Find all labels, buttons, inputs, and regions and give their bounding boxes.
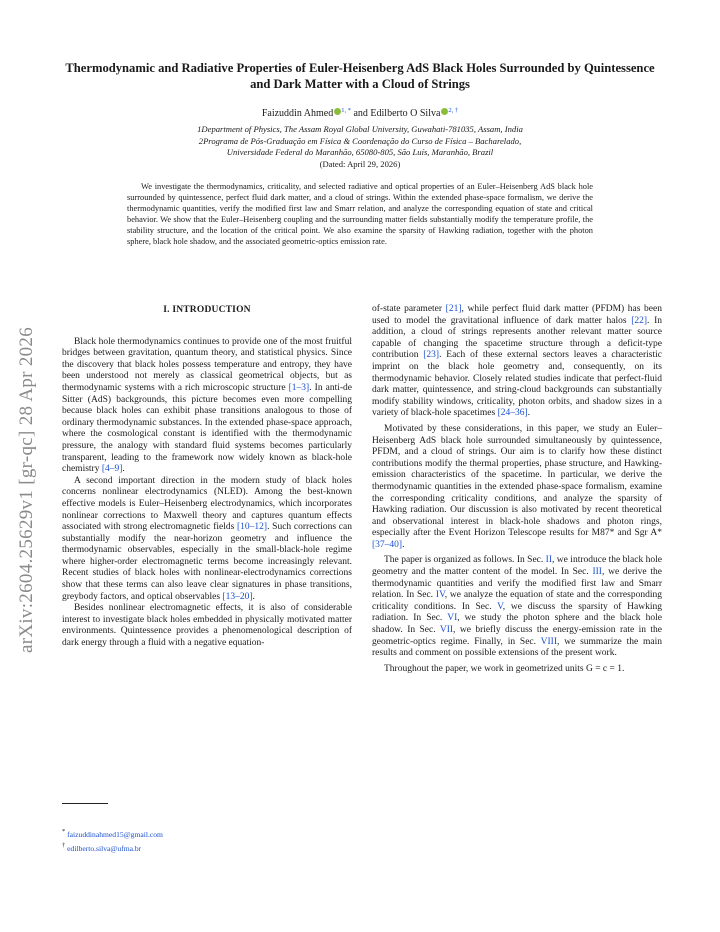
- affiliation-2-line2: Universidade Federal do Maranhão, 65080-805, São Luís, Maranhão, Brazil: [226, 147, 494, 157]
- section-link[interactable]: V: [497, 601, 503, 612]
- arxiv-id[interactable]: arXiv:2604.25629v1 [gr-qc] 28 Apr 2026: [16, 326, 37, 654]
- paragraph: Motivated by these considerations, in this paper, we study an Euler–Heisenberg AdS black hole surrounded simultaneously by quintessence, PFDM, and a cloud of strings. Our aim is to clarify how these distinct contributions modify the thermal properties, phase structure, and Hawking-emission characteristics of the spacetime. In particular, we derive the thermodynamic quantities in the extended phase-space formalism, examine the corresponding criticality conditions, and analyze the sparsity of Hawking radiation. Our discussion is also motivated by recent theoretical and observational interest in black-hole shadows and photon rings, especially after the Event Horizon Telescope results for M87* and Sgr A* [37–40].: [372, 423, 662, 550]
- section-heading: I. INTRODUCTION: [163, 305, 251, 315]
- section-link[interactable]: VII: [439, 625, 454, 636]
- section-link[interactable]: II: [545, 555, 552, 566]
- author-sup-link[interactable]: 2, †: [448, 107, 459, 114]
- abstract: We investigate the thermodynamics, criticality, and selected radiative and optical properties of an Euler–Heisenberg AdS black hole surrounded by quintessence, perfect fluid dark matter, and a cloud of strings. Within the extended phase-space formalism, we derive the thermodynamic quantities, verify the modified first law and Smarr relation, and analyze the corresponding equation of state and critical behavior. We show that the Euler–Heisenberg coupling and the surrounding matter fields substantially modify the temperature profile, the stability structure, and the location of the critical point. We also examine the sparsity of Hawking radiation, together with the photon sphere, black hole shadow, and the associated geometric-optics emission rate.: [127, 182, 593, 246]
- section-link[interactable]: III: [592, 567, 602, 578]
- paragraph: The paper is organized as follows. In Sec. II, we introduce the black hole geometry and the matter content of the model. In Sec. III, we derive the thermodynamic quantities and verify the modified first law and Smarr relation. In Sec. IV, we analyze the equation of state and the corresponding criticality conditions. In Sec. V, we discuss the sparsity of Hawking radiation. In Sec. VI, we study the photon sphere and the black hole shadow. In Sec. VII, we briefly discuss the energy-emission rate in the geometric-optics regime. Finally, in Sec. VIII, we summarize the main results and comment on possible extensions of the present work.: [372, 555, 663, 659]
- section-link[interactable]: VI: [447, 613, 458, 624]
- paragraph: Black hole thermodynamics continues to provide one of the most fruitful bridges between gravitation, quantum theory, and statistical physics. Since the discovery that black holes possess temperature and entropy, they have been understood not merely as classical geometrical objects, but as thermodynamic systems with a rich microscopic structure [1–3]. In anti-de Sitter (AdS) backgrounds, this picture becomes even more compelling because black holes can exhibit phase transitions analogous to those of ordinary thermodynamic substances. In the extended phase-space approach, where the cosmological constant is identified with the thermodynamic pressure, the analogy with standard fluid systems becomes particularly transparent, leading to the framework now widely known as black-hole chemistry [4–9].: [62, 336, 352, 475]
- footnote-1: * faizuddinahmed15@gmail.com: [62, 828, 163, 839]
- section-link[interactable]: IV: [435, 590, 445, 601]
- author-name: Faizuddin Ahmed: [261, 108, 334, 119]
- author-and: and: [353, 108, 368, 119]
- citation-link[interactable]: [10–12]: [237, 522, 268, 533]
- affiliations: [60, 124, 660, 170]
- citation-link[interactable]: [13–20]: [222, 591, 253, 602]
- citation-link[interactable]: [22]: [631, 315, 648, 326]
- affiliation-2-line1: 2Programa de Pós-Graduação em Física & Coordenação do Curso de Física – Bacharelado,: [198, 135, 522, 146]
- author-name: Edilberto O Silva: [370, 108, 441, 119]
- paragraph: of-state parameter [21], while perfect fluid dark matter (PFDM) has been used to model the gravitational influence of dark matter halos [22]. In addition, a cloud of strings represents another relevant matter source capable of changing the spacetime structure through a deficit-type contribution [23]. Each of these external sectors leaves a characteristic imprint on the black hole geometry and, consequently, on its thermodynamic behavior. Closely related studies indicate that perfect-fluid dark matter, quintessence, and string-cloud backgrounds can substantially modify stability windows, criticality, photon orbits, and shadow sizes in a variety of black-hole spacetimes [24–36].: [372, 304, 662, 419]
- affiliation-1: 1Department of Physics, The Assam Royal Global University, Guwahati-781035, Assam, India: [197, 124, 523, 134]
- left-column: [62, 305, 352, 650]
- email-link[interactable]: faizuddinahmed15@gmail.com: [67, 830, 163, 839]
- paragraph: Throughout the paper, we work in geometrized units G = c = 1.: [384, 663, 625, 674]
- paragraph: Besides nonlinear electromagnetic effects, it is also of considerable interest to investigate black holes embedded in physically motivated matter environments. Quintessence provides a phenomenological description of dark energy through a fluid with a negative equation-: [62, 603, 352, 649]
- citation-link[interactable]: [24–36]: [497, 408, 528, 419]
- paragraph: A second important direction in the modern study of black holes concerns nonlinear electrodynamics (NLED). Among the best-known effective models is Euler–Heisenberg electrodynamics, which incorporates nonlinear corrections to Maxwell theory and captures quantum effects associated with strong electromagnetic fields [10–12]. Such corrections can substantially modify the near-horizon geometry and influence the thermodynamic observables, especially in the small-black-hole regime where higher-order electromagnetic terms become increasingly relevant. Recent studies of black holes with nonlinear-electrodynamics corrections show that these terms can also leave clear signatures in phase transitions, greybody factors, and optical observables [13–20].: [62, 475, 352, 602]
- citation-link[interactable]: [4–9]: [101, 464, 123, 475]
- citation-link[interactable]: [21]: [445, 304, 462, 314]
- footnote-rule: [62, 803, 108, 804]
- author-line: [60, 107, 660, 119]
- date-line: (Dated: April 29, 2026): [319, 158, 401, 169]
- paper-title: Thermodynamic and Radiative Properties of Euler-Heisenberg AdS Black Holes Surrounded by Quintessence and Dark Matter with a Cloud of Strings: [65, 61, 655, 91]
- right-column: [372, 304, 662, 675]
- author-sup-link[interactable]: 1, *: [341, 107, 351, 114]
- citation-link[interactable]: [37–40]: [372, 539, 403, 550]
- citation-link[interactable]: [23]: [423, 350, 440, 361]
- footnote-2: † edilberto.silva@ufma.br: [62, 842, 142, 853]
- email-link[interactable]: edilberto.silva@ufma.br: [67, 844, 142, 853]
- section-link[interactable]: VIII: [540, 636, 558, 647]
- citation-link[interactable]: [1–3]: [288, 382, 310, 393]
- arxiv-stamp: [12, 290, 42, 690]
- footnotes: [62, 826, 352, 854]
